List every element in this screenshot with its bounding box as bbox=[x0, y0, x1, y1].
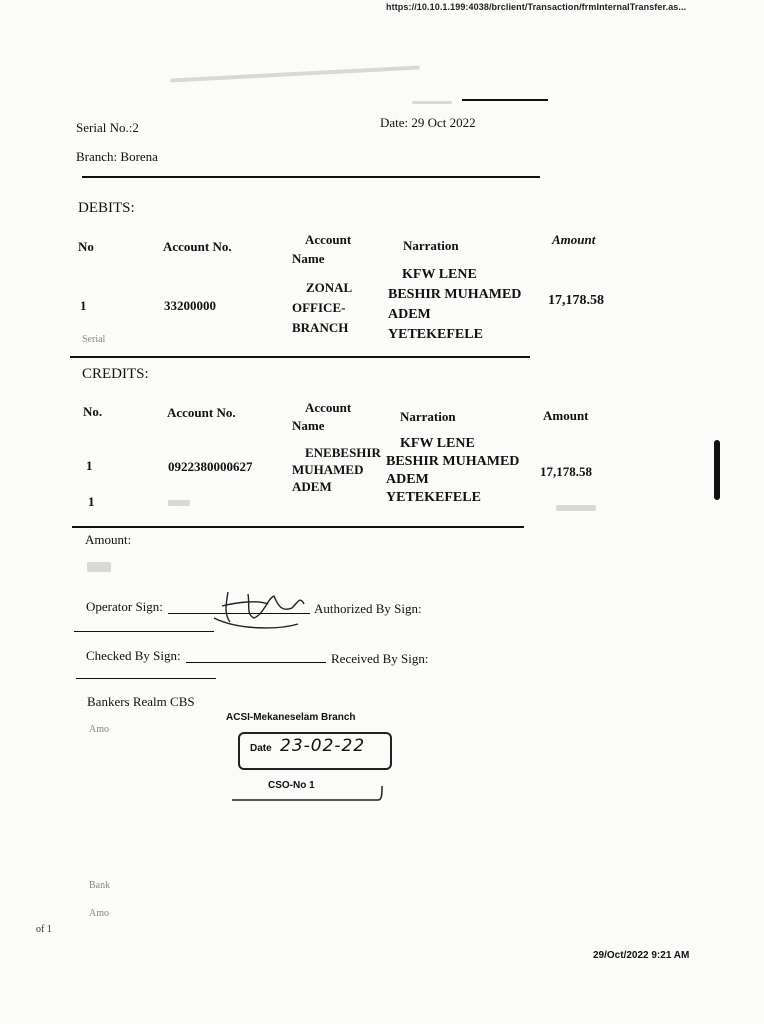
credits-col-account-name bbox=[292, 399, 351, 435]
debits-narration-line: KFW LENE bbox=[402, 267, 477, 282]
header-divider bbox=[82, 176, 540, 178]
debits-col-account-name-line2: Name bbox=[292, 251, 325, 266]
debits-title: DEBITS: bbox=[78, 200, 135, 216]
scan-smudge bbox=[168, 500, 190, 506]
debits-account-name-line: OFFICE- bbox=[292, 300, 346, 315]
credits-row-no: 1 bbox=[86, 458, 93, 473]
branch-name: Branch: Borena bbox=[76, 149, 158, 164]
checked-sign-line bbox=[186, 662, 326, 663]
debits-faint-serial: Serial bbox=[82, 334, 106, 345]
credits-account-name-line: MUHAMED bbox=[292, 462, 364, 477]
operator-block-underline bbox=[74, 631, 214, 632]
debits-narration-line: ADEM bbox=[388, 307, 431, 322]
debits-col-account-name-line1: Account bbox=[305, 232, 352, 247]
scan-smudge bbox=[412, 101, 452, 104]
received-sign-label: Received By Sign: bbox=[331, 651, 429, 666]
debits-col-account-no: Account No. bbox=[163, 239, 232, 254]
credits-col-narration: Narration bbox=[400, 409, 456, 424]
credits-account-name-line: ENEBESHIR bbox=[305, 445, 381, 460]
operator-sign-label: Operator Sign: bbox=[86, 599, 163, 614]
stamp-date-label: Date bbox=[250, 743, 272, 754]
scan-edge-mark bbox=[714, 440, 720, 500]
credits-divider bbox=[72, 526, 524, 528]
debits-col-no: No bbox=[78, 239, 94, 254]
debits-row-no: 1 bbox=[80, 298, 87, 313]
credits-col-account-name-line2: Name bbox=[292, 418, 325, 433]
credits-col-account-no: Account No. bbox=[167, 405, 236, 420]
credits-row-amount: 17,178.58 bbox=[540, 464, 592, 479]
credits-col-amount: Amount bbox=[543, 408, 589, 423]
debits-narration-line: YETEKEFELE bbox=[388, 327, 483, 342]
debits-row-account-no: 33200000 bbox=[164, 298, 216, 313]
faint-amount: Amo bbox=[89, 724, 109, 735]
amount-label: Amount: bbox=[85, 532, 132, 547]
debits-account-name-line: BRANCH bbox=[292, 320, 349, 335]
debits-row-narration bbox=[388, 265, 521, 345]
debits-col-account-name bbox=[292, 230, 351, 268]
page-url: https://10.10.1.199:4038/brclient/Transaction/frmInternalTransfer.as... bbox=[386, 2, 687, 12]
credits-account-name-line: ADEM bbox=[292, 479, 332, 494]
stamp-branch: ACSI-Mekaneselam Branch bbox=[226, 712, 356, 723]
document-date: Date: 29 Oct 2022 bbox=[380, 115, 476, 130]
debits-account-name-line: ZONAL bbox=[306, 280, 353, 295]
system-name: Bankers Realm CBS bbox=[87, 694, 195, 709]
debits-row-account-name bbox=[292, 278, 352, 338]
credits-narration-line: BESHIR MUHAMED bbox=[386, 454, 520, 469]
scan-smudge bbox=[556, 505, 596, 511]
page-of: of 1 bbox=[36, 924, 52, 935]
scan-smudge bbox=[87, 562, 111, 572]
credits-row-account-no: 0922380000627 bbox=[168, 459, 253, 474]
debits-col-amount: Amount bbox=[552, 232, 596, 247]
stamp-bracket bbox=[230, 782, 390, 806]
credits-faint-no: 1 bbox=[88, 494, 95, 509]
credits-row-narration bbox=[386, 435, 519, 507]
authorized-sign-label: Authorized By Sign: bbox=[314, 601, 422, 616]
stamp-cso: CSO-No 1 bbox=[268, 780, 315, 791]
credits-narration-line: ADEM bbox=[386, 472, 429, 487]
debits-row-amount: 17,178.58 bbox=[548, 293, 604, 308]
debits-col-narration: Narration bbox=[403, 238, 459, 253]
credits-narration-line: YETEKEFELE bbox=[386, 490, 481, 505]
top-divider bbox=[462, 99, 548, 101]
stamp-handwritten-date: 23-02-22 bbox=[280, 736, 366, 756]
checked-sign-label: Checked By Sign: bbox=[86, 648, 181, 663]
print-timestamp: 29/Oct/2022 9:21 AM bbox=[593, 950, 690, 961]
checked-block-underline bbox=[76, 678, 216, 679]
credits-title: CREDITS: bbox=[82, 366, 149, 382]
credits-col-account-name-line1: Account bbox=[305, 400, 352, 415]
scan-smudge bbox=[170, 65, 420, 82]
credits-row-account-name bbox=[292, 444, 381, 495]
credits-narration-line: KFW LENE bbox=[400, 436, 475, 451]
faint-bank: Bank bbox=[89, 880, 111, 891]
serial-number: Serial No.:2 bbox=[76, 120, 139, 135]
faint-bottom-amount: Amo bbox=[89, 908, 109, 919]
debits-divider bbox=[70, 356, 530, 358]
credits-col-no: No. bbox=[83, 404, 103, 419]
debits-narration-line: BESHIR MUHAMED bbox=[388, 287, 522, 302]
